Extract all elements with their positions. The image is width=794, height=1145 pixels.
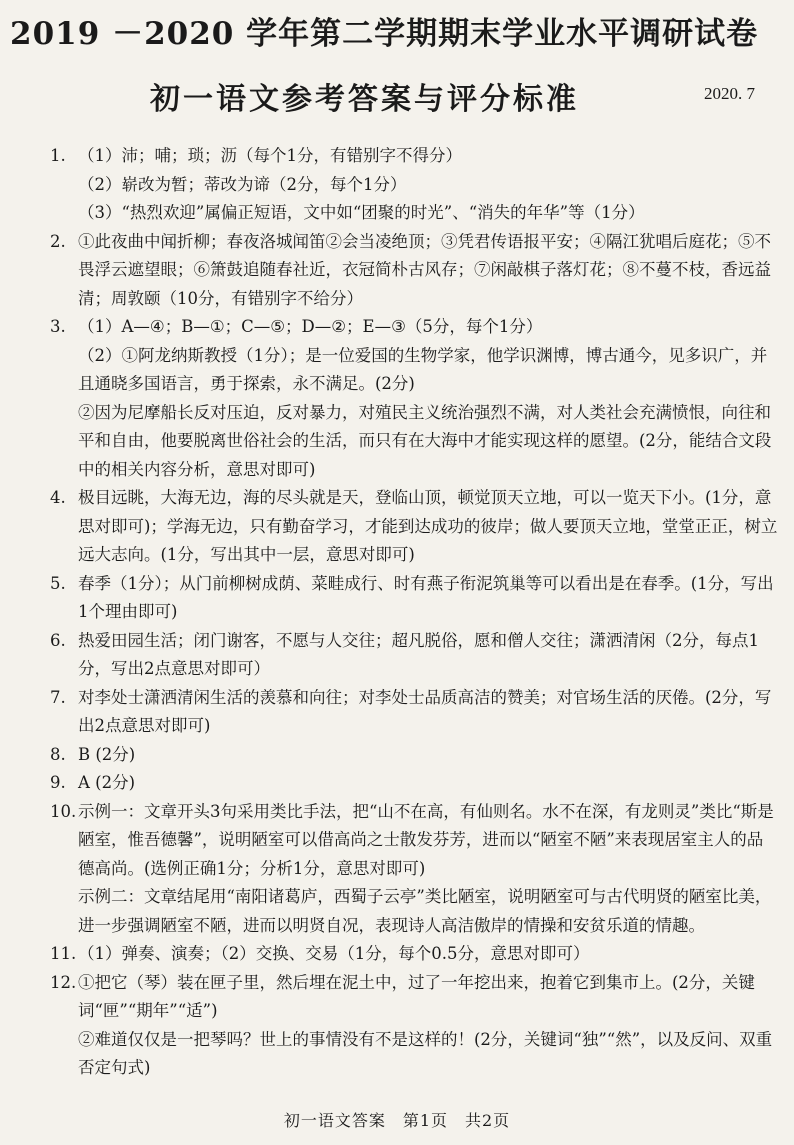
answer-number: 5.: [50, 573, 66, 593]
answer-line: （2）崭改为暂；蒂改为谛（2分，每个1分）: [78, 174, 407, 194]
answer-number: 4.: [50, 488, 66, 507]
answer-item-12: [46, 969, 778, 1083]
answer-number: 3.: [50, 317, 66, 336]
answer-line: B (2分): [78, 744, 136, 764]
answer-number: 8.: [50, 744, 66, 764]
answer-line: ①把它（琴）装在匣子里，然后埋在泥土中，过了一年挖出来，抱着它到集市上。(2分，关键词“匣”“期年”“适”): [78, 972, 755, 1020]
answer-item-11: [46, 940, 778, 969]
answer-line: （1）A—④；B—①；C—⑤；D—②；E—③（5分，每个1分）: [78, 317, 543, 336]
answer-line: 对李处士潇洒清闲生活的羡慕和向往；对李处士品质高洁的赞美；对官场生活的厌倦。(2分，写出2点意思对即可): [78, 687, 772, 735]
answer-item-6: [46, 627, 778, 684]
answer-item-5: [46, 570, 778, 627]
answer-line: （2）①阿龙纳斯教授（1分）；是一位爱国的生物学家，他学识渊博，博古通今，见多识广，并且通晓多国语言，勇于探索，永不满足。(2分): [78, 345, 768, 393]
answer-item-8: [46, 741, 778, 770]
answer-number: 12.: [50, 972, 77, 992]
answer-line: [78, 228, 778, 314]
exam-title: 2019 －2020 学年第二学期期末学业水平调研试卷: [10, 16, 759, 52]
answer-line: 春季（1分）；从门前柳树成荫、菜畦成行、时有燕子衔泥筑巢等可以看出是在春季。(1分，写出1个理由即可): [78, 573, 774, 621]
answer-line: （1）弹奏、演奏；（2）交换、交易（1分，每个0.5分，意思对即可）: [78, 944, 590, 963]
answer-number: 1.: [50, 146, 66, 165]
exam-date: 2020. 7: [704, 84, 755, 103]
answer-number: 7.: [50, 687, 66, 707]
answer-line: 热爱田园生活；闭门谢客，不愿与人交往；超凡脱俗，愿和僧人交往；潇洒清闲（2分，每点1分，写出2点意思对即可）: [78, 630, 759, 678]
answer-list: [46, 142, 778, 1083]
answer-item-2: [46, 228, 778, 314]
answer-text: ①此夜曲中闻折柳；春夜洛城闻笛②会当凌绝顶；③凭君传语报平安；④隔江犹唱后庭花；⑤不畏浮云遮望眼；⑥箫鼓追随春社近，衣冠简朴古风存；⑦闲敲棋子落灯花；⑧不蔓不枝，香远益清；周敦颐（10分，有错别字不给分）: [78, 231, 771, 308]
answer-item-4: [46, 484, 778, 570]
answer-number: 6.: [50, 630, 66, 650]
answer-number: 10.: [50, 801, 77, 821]
answer-key-title: 初一语文参考答案与评分标准: [150, 82, 579, 117]
answer-item-9: [46, 769, 778, 798]
answer-line: ②因为尼摩船长反对压迫，反对暴力，对殖民主义统治强烈不满，对人类社会充满愤恨，向往和平和自由，他要脱离世俗社会的生活，而只有在大海中才能实现这样的愿望。(2分，能结合文段中的相关内容分析，意思对即可): [78, 402, 772, 479]
answer-item-3: [46, 313, 778, 484]
answer-number: 11.: [50, 944, 77, 963]
answer-line: A (2分): [78, 773, 136, 792]
answer-item-7: [46, 684, 778, 741]
page-footer: 初一语文答案 第1页 共2页: [283, 1111, 511, 1130]
answer-line: 示例二：文章结尾用“南阳诸葛庐，西蜀子云亭”类比陋室，说明陋室可与古代明贤的陋室比美，进一步强调陋室不陋，进而以明贤自况，表现诗人高洁傲岸的情操和安贫乐道的情趣。: [78, 887, 772, 935]
answer-line: （3）“热烈欢迎”属偏正短语，文中如“团聚的时光”、“消失的年华”等（1分）: [78, 203, 645, 222]
answer-line: （1）沛；哺；琐；沥（每个1分，有错别字不得分）: [78, 146, 462, 165]
answer-number: 9.: [50, 773, 66, 792]
answer-line: ②难道仅仅是一把琴吗？世上的事情没有不是这样的！(2分，关键词“独”“然”，以及反问、双重否定句式): [78, 1029, 773, 1077]
answer-item-10: [46, 798, 778, 941]
answer-line: 示例一：文章开头3句采用类比手法，把“山不在高，有仙则名。水不在深，有龙则灵”类比“斯是陋室，惟吾德馨”，说明陋室可以借高尚之士散发芬芳，进而以“陋室不陋”来表现居室主人的品德高尚。(选例正确1分；分析1分，意思对即可): [78, 801, 774, 878]
answer-line: 极目远眺，大海无边，海的尽头就是天，登临山顶，顿觉顶天立地，可以一览天下小。(1分，意思对即可)；学海无边，只有勤奋学习，才能到达成功的彼岸；做人要顶天立地，堂堂正正，树立远大志向。(1分，写出其中一层，意思对即可): [78, 488, 778, 564]
answer-number: 2.: [50, 231, 66, 251]
answer-item-1: [46, 142, 778, 228]
